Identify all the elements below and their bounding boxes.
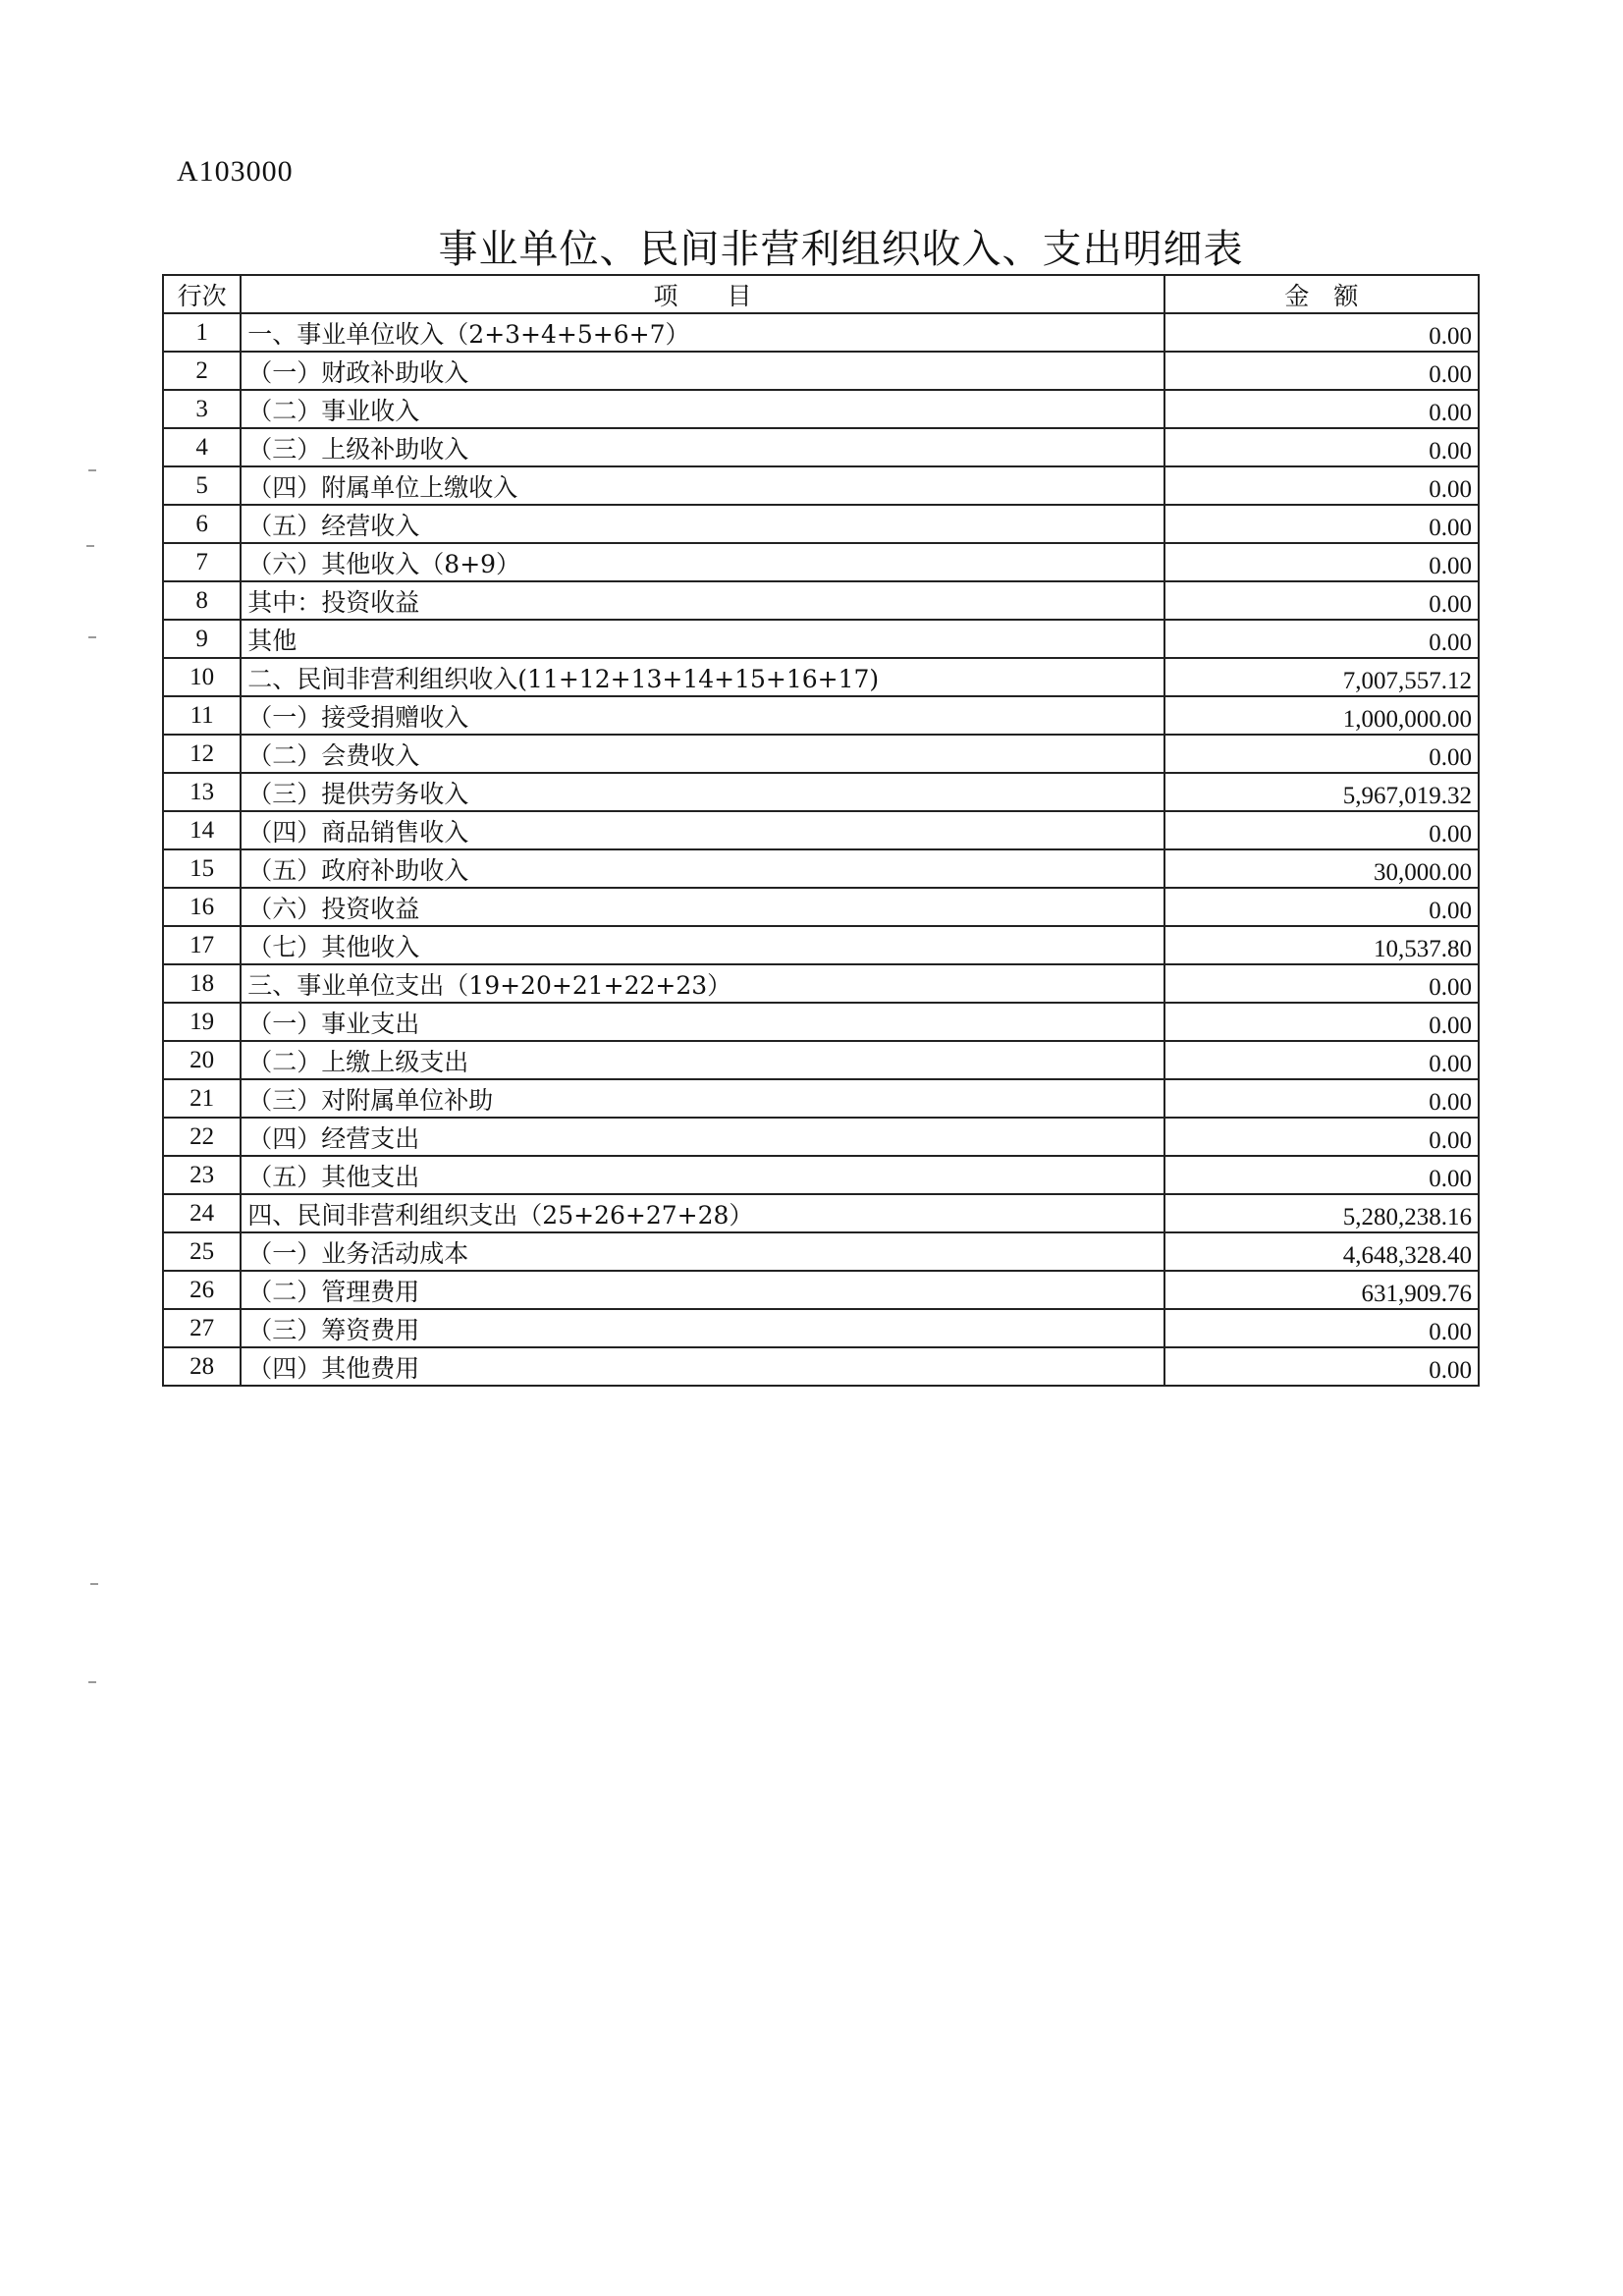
item-cell: （二）上缴上级支出 (241, 1041, 1163, 1079)
row-number-cell: 14 (163, 811, 241, 849)
scan-mark (86, 545, 94, 547)
row-number-cell: 9 (163, 620, 241, 658)
amount-cell: 5,967,019.32 (1164, 773, 1479, 811)
item-cell: （三）筹资费用 (241, 1309, 1163, 1347)
table-row (163, 313, 1479, 352)
detail-table (162, 274, 1480, 1387)
table-row (163, 466, 1479, 505)
amount-cell: 0.00 (1164, 390, 1479, 428)
table-header-row (163, 275, 1479, 313)
row-number-cell: 20 (163, 1041, 241, 1079)
amount-cell: 0.00 (1164, 735, 1479, 773)
amount-cell: 0.00 (1164, 1347, 1479, 1386)
table-row (163, 1309, 1479, 1347)
table-row (163, 735, 1479, 773)
header-row-no: 行次 (163, 275, 241, 313)
item-cell: （四）附属单位上缴收入 (241, 466, 1163, 505)
table-row (163, 849, 1479, 888)
table-row (163, 1156, 1479, 1194)
row-number-cell: 4 (163, 428, 241, 466)
amount-cell: 0.00 (1164, 1003, 1479, 1041)
row-number-cell: 23 (163, 1156, 241, 1194)
row-number-cell: 26 (163, 1271, 241, 1309)
table-row (163, 964, 1479, 1003)
item-cell: （三）对附属单位补助 (241, 1079, 1163, 1118)
amount-cell: 10,537.80 (1164, 926, 1479, 964)
scan-mark (88, 1681, 96, 1683)
amount-cell: 0.00 (1164, 428, 1479, 466)
row-number-cell: 15 (163, 849, 241, 888)
item-cell: （二）事业收入 (241, 390, 1163, 428)
amount-cell: 0.00 (1164, 466, 1479, 505)
amount-cell: 5,280,238.16 (1164, 1194, 1479, 1232)
table-row (163, 1232, 1479, 1271)
amount-cell: 0.00 (1164, 1041, 1479, 1079)
table-row (163, 505, 1479, 543)
table-row (163, 428, 1479, 466)
document-title: 事业单位、民间非营利组织收入、支出明细表 (438, 227, 1244, 272)
amount-cell: 0.00 (1164, 1156, 1479, 1194)
item-cell: （七）其他收入 (241, 926, 1163, 964)
amount-cell: 30,000.00 (1164, 849, 1479, 888)
table-row (163, 1271, 1479, 1309)
item-cell: （四）经营支出 (241, 1118, 1163, 1156)
item-cell: （四）商品销售收入 (241, 811, 1163, 849)
item-cell: （三）提供劳务收入 (241, 773, 1163, 811)
item-cell: （五）其他支出 (241, 1156, 1163, 1194)
header-amount: 金 额 (1164, 275, 1479, 313)
amount-cell: 0.00 (1164, 352, 1479, 390)
row-number-cell: 25 (163, 1232, 241, 1271)
row-number-cell: 22 (163, 1118, 241, 1156)
item-cell: （二）会费收入 (241, 735, 1163, 773)
amount-cell: 0.00 (1164, 620, 1479, 658)
table-row (163, 773, 1479, 811)
row-number-cell: 21 (163, 1079, 241, 1118)
item-cell: 其他 (241, 620, 1163, 658)
table-row (163, 390, 1479, 428)
row-number-cell: 24 (163, 1194, 241, 1232)
table-row (163, 888, 1479, 926)
item-cell: 一、事业单位收入（2+3+4+5+6+7） (241, 313, 1163, 352)
amount-cell: 0.00 (1164, 1079, 1479, 1118)
amount-cell: 0.00 (1164, 581, 1479, 620)
amount-cell: 0.00 (1164, 313, 1479, 352)
item-cell: （一）事业支出 (241, 1003, 1163, 1041)
item-cell: 二、民间非营利组织收入(11+12+13+14+15+16+17) (241, 658, 1163, 696)
amount-cell: 0.00 (1164, 964, 1479, 1003)
form-code: A103000 (177, 155, 294, 188)
amount-cell: 0.00 (1164, 1118, 1479, 1156)
row-number-cell: 11 (163, 696, 241, 735)
item-cell: 其中：投资收益 (241, 581, 1163, 620)
amount-cell: 0.00 (1164, 811, 1479, 849)
row-number-cell: 17 (163, 926, 241, 964)
table-row (163, 926, 1479, 964)
table-row (163, 581, 1479, 620)
item-cell: （二）管理费用 (241, 1271, 1163, 1309)
item-cell: （三）上级补助收入 (241, 428, 1163, 466)
item-cell: （一）接受捐赠收入 (241, 696, 1163, 735)
row-number-cell: 2 (163, 352, 241, 390)
table-row (163, 1041, 1479, 1079)
amount-cell: 0.00 (1164, 1309, 1479, 1347)
amount-cell: 0.00 (1164, 505, 1479, 543)
row-number-cell: 10 (163, 658, 241, 696)
item-cell: （六）投资收益 (241, 888, 1163, 926)
row-number-cell: 1 (163, 313, 241, 352)
scan-mark (88, 469, 96, 471)
row-number-cell: 5 (163, 466, 241, 505)
header-item: 项 目 (241, 275, 1163, 313)
table-row (163, 620, 1479, 658)
table-row (163, 1194, 1479, 1232)
amount-cell: 0.00 (1164, 888, 1479, 926)
row-number-cell: 12 (163, 735, 241, 773)
row-number-cell: 8 (163, 581, 241, 620)
amount-cell: 4,648,328.40 (1164, 1232, 1479, 1271)
row-number-cell: 6 (163, 505, 241, 543)
scan-mark (88, 636, 96, 638)
row-number-cell: 28 (163, 1347, 241, 1386)
item-cell: 三、事业单位支出（19+20+21+22+23） (241, 964, 1163, 1003)
item-cell: （五）经营收入 (241, 505, 1163, 543)
row-number-cell: 3 (163, 390, 241, 428)
amount-cell: 1,000,000.00 (1164, 696, 1479, 735)
row-number-cell: 27 (163, 1309, 241, 1347)
table-row (163, 658, 1479, 696)
table-row (163, 696, 1479, 735)
table-row (163, 543, 1479, 581)
table-row (163, 1079, 1479, 1118)
table-row (163, 811, 1479, 849)
item-cell: （一）业务活动成本 (241, 1232, 1163, 1271)
scan-mark (90, 1583, 98, 1585)
row-number-cell: 16 (163, 888, 241, 926)
table-row (163, 1118, 1479, 1156)
row-number-cell: 19 (163, 1003, 241, 1041)
table-row (163, 352, 1479, 390)
table-row (163, 1347, 1479, 1386)
amount-cell: 7,007,557.12 (1164, 658, 1479, 696)
amount-cell: 0.00 (1164, 543, 1479, 581)
table-body (163, 313, 1479, 1386)
item-cell: 四、民间非营利组织支出（25+26+27+28） (241, 1194, 1163, 1232)
row-number-cell: 7 (163, 543, 241, 581)
amount-cell: 631,909.76 (1164, 1271, 1479, 1309)
item-cell: （四）其他费用 (241, 1347, 1163, 1386)
item-cell: （五）政府补助收入 (241, 849, 1163, 888)
item-cell: （一）财政补助收入 (241, 352, 1163, 390)
row-number-cell: 13 (163, 773, 241, 811)
row-number-cell: 18 (163, 964, 241, 1003)
table-row (163, 1003, 1479, 1041)
item-cell: （六）其他收入（8+9） (241, 543, 1163, 581)
